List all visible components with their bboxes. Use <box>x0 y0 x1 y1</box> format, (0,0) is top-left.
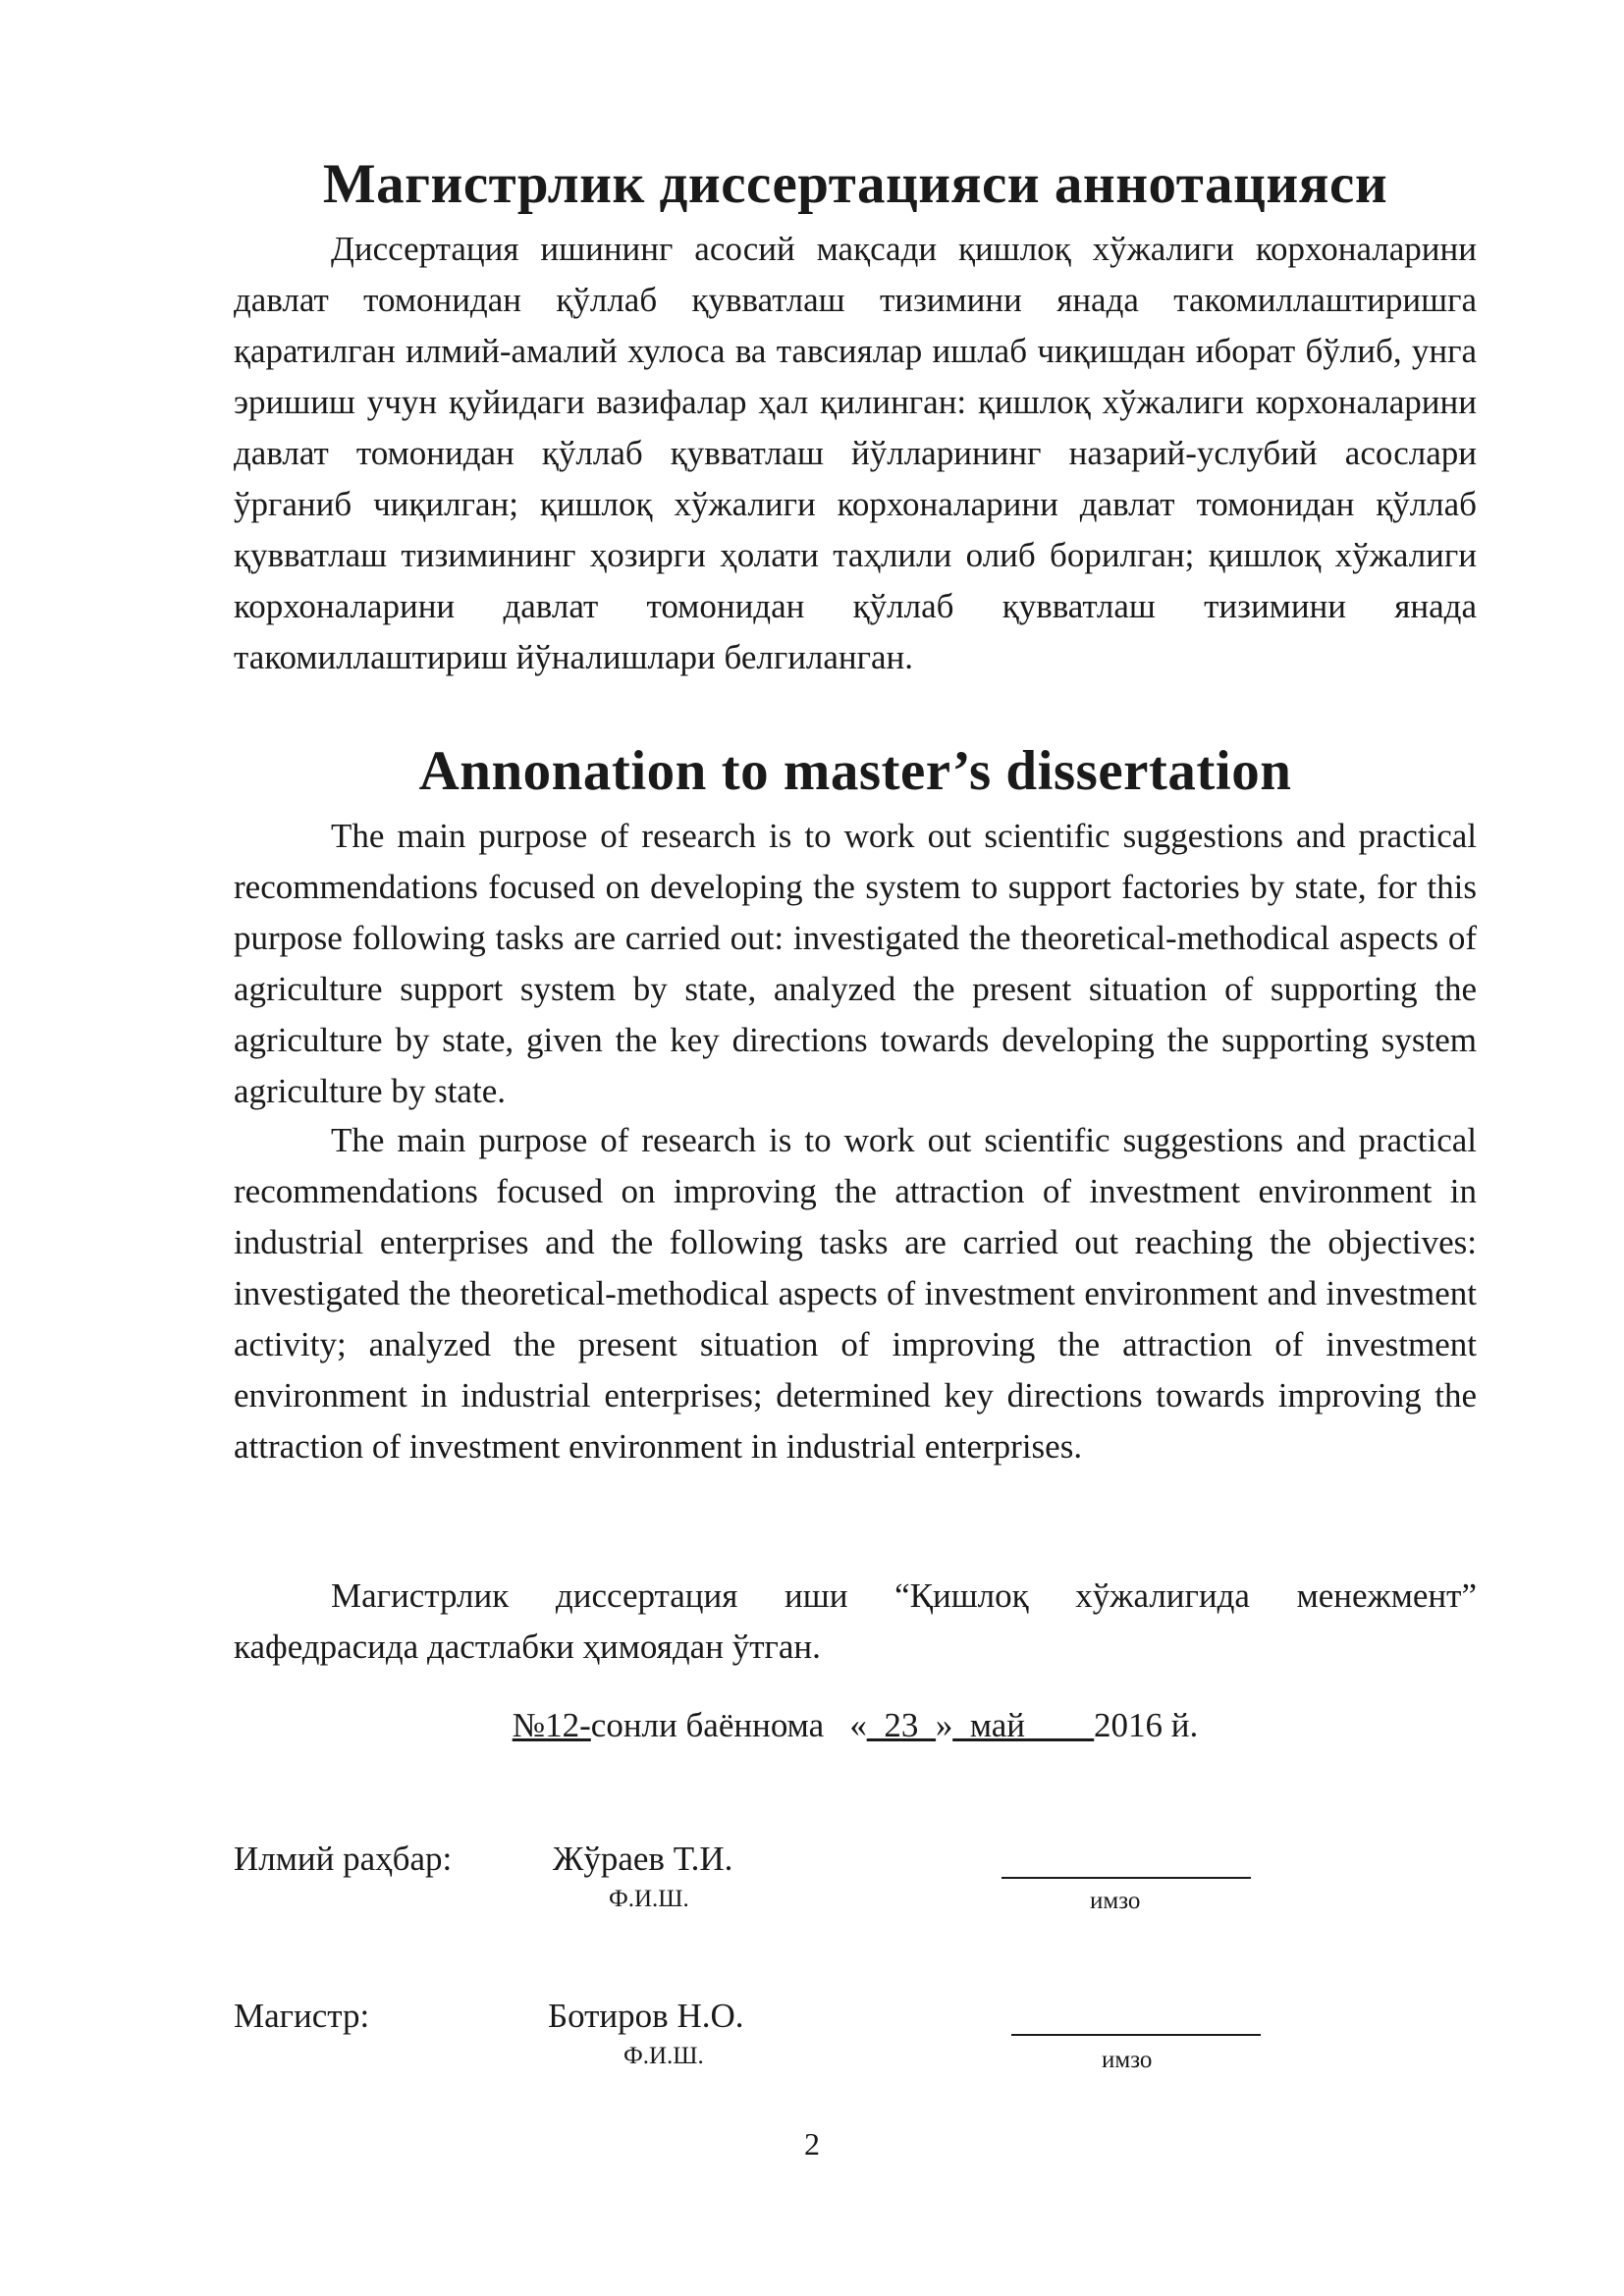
protocol-open-quote: « <box>849 1706 867 1744</box>
defense-approval-statement: Магистрлик диссертация иши “Қишлоқ хўжалигида менежмент” кафедрасида дастлабки ҳимоядан ўтган. <box>234 1576 1477 1666</box>
master-signature-caption: имзо <box>1102 2047 1153 2073</box>
master-signature-line <box>1011 2034 1261 2036</box>
uzbek-annotation-title: Магистрлик диссертацияси аннотацияси <box>322 153 1388 215</box>
master-name: Ботиров Н.О. <box>548 1997 744 2035</box>
protocol-month: _май____ <box>952 1706 1095 1744</box>
protocol-day: _23_ <box>866 1706 936 1744</box>
protocol-label: сонли баённома <box>590 1706 825 1744</box>
master-name-caption: Ф.И.Ш. <box>623 2043 704 2069</box>
supervisor-role-label: Илмий раҳбар: <box>234 1840 453 1878</box>
protocol-number: №12- <box>512 1706 591 1744</box>
protocol-close-quote: » <box>935 1706 953 1744</box>
english-annotation-title: Annonation to master’s dissertation <box>418 740 1292 802</box>
supervisor-name: Жўраев Т.И. <box>553 1840 733 1878</box>
supervisor-signature-caption: имзо <box>1090 1888 1141 1914</box>
supervisor-name-caption: Ф.И.Ш. <box>609 1886 689 1912</box>
uzbek-annotation-paragraph: Диссертация ишининг асосий мақсади қишлоқ хўжалиги корхоналарини давлат томонидан қўллаб қувватлаш тизимини янада такомиллаштиришга қаратилган илмий-амалий хулоса ва тавсиялар ишлаб чиқишдан иборат бўлиб, унга эришиш учун қуйидаги вазифалар ҳал қилинган: қишлоқ хўжалиги корхоналарини давлат томонидан қўллаб қувватлаш йўлларининг назарий-услубий асослари ўрганиб чиқилган; қишлоқ хўжалиги корхоналарини давлат томонидан қўллаб қувватлаш тизимининг ҳозирги ҳолати таҳлили олиб борилган; қишлоқ хўжалиги корхоналарини давлат томонидан қўллаб қувватлаш тизимини янада такомиллаштириш йўналишлари белгиланган. <box>234 230 1477 676</box>
protocol-year: 2016 й. <box>1094 1706 1199 1744</box>
english-annotation-paragraph-2: The main purpose of research is to work out scientific suggestions and practical recommendations focused on improving the attraction of investment environment in industrial enterprises and the following tasks are carried out reaching the objectives: investigated the theoretical-methodical aspects of investment environment and investment activity; analyzed the present situation of improving the attraction of investment environment in industrial enterprises; determined key directions towards improving the attraction of investment environment in industrial enterprises. <box>234 1121 1477 1466</box>
page-number: 2 <box>804 2126 820 2162</box>
english-annotation-paragraph-1: The main purpose of research is to work out scientific suggestions and practical recommendations focused on developing the system to support factories by state, for this purpose following tasks are carried out: investigated the theoretical-methodical aspects of agriculture support system by state, analyzed the present situation of supporting the agriculture by state, given the key directions towards developing the supporting system agriculture by state. <box>234 817 1477 1110</box>
supervisor-signature-line <box>1001 1877 1251 1879</box>
master-role-label: Магистр: <box>234 1997 370 2035</box>
protocol-line <box>234 1700 1477 1751</box>
